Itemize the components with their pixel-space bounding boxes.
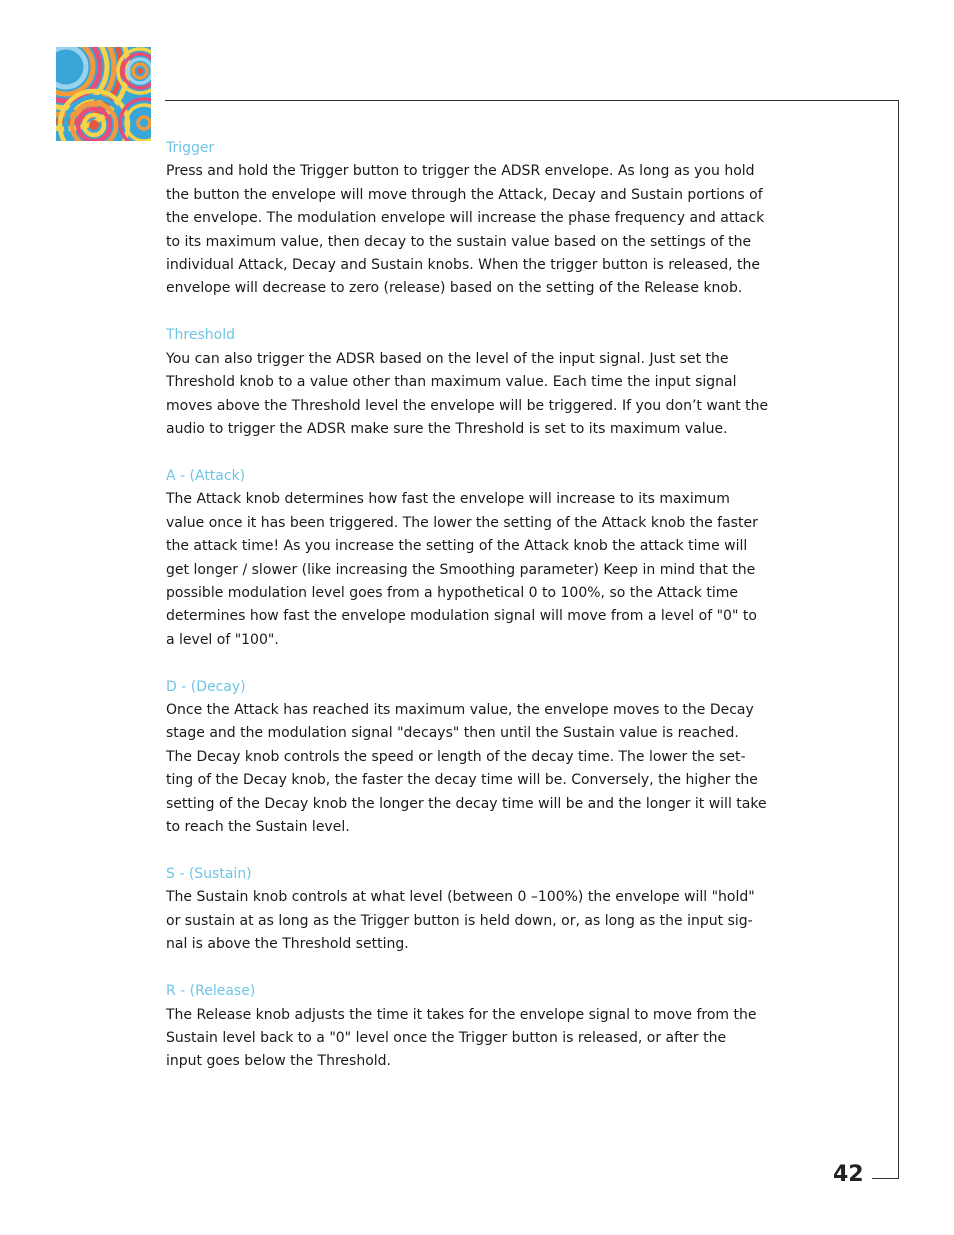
text-line: to its maximum value, then decay to the sustain value based on the settings of the (166, 233, 752, 250)
text-line: setting of the Decay knob the longer the decay time will be and the longer it will take (166, 795, 767, 812)
section-trigger (166, 137, 791, 301)
text-line: envelope will decrease to zero (release) based on the setting of the Release knob. (166, 280, 743, 297)
text-line: Sustain level back to a "0" level once the Trigger button is released, or after the (166, 1029, 727, 1046)
text-line: the envelope. The modulation envelope will increase the phase frequency and attack (166, 210, 765, 227)
page-number: 42 (833, 1162, 864, 1187)
page-content (166, 137, 791, 1097)
text-line: individual Attack, Decay and Sustain knobs. When the trigger button is released, the (166, 257, 761, 274)
text-line: value once it has been triggered. The lower the setting of the Attack knob the faster (166, 514, 758, 531)
text-line: Press and hold the Trigger button to trigger the ADSR envelope. As long as you hold (166, 163, 755, 180)
concentric-circles-logo-icon (56, 47, 151, 141)
text-line: audio to trigger the ADSR make sure the Threshold is set to its maximum value. (166, 420, 728, 437)
text-line: to reach the Sustain level. (166, 819, 350, 836)
section-heading: D - (Decay) (166, 678, 246, 695)
text-line: a level of "100". (166, 631, 279, 648)
text-line: the button the envelope will move through the Attack, Decay and Sustain portions of (166, 186, 763, 203)
text-line: moves above the Threshold level the envelope will be triggered. If you don’t want the (166, 397, 769, 414)
section-decay (166, 676, 791, 840)
text-line: ting of the Decay knob, the faster the decay time will be. Conversely, the higher the (166, 772, 758, 789)
text-line: nal is above the Threshold setting. (166, 936, 409, 953)
section-heading: A - (Attack) (166, 467, 246, 484)
section-sustain (166, 863, 791, 957)
section-paragraph (166, 699, 791, 839)
section-heading: Trigger (166, 140, 215, 156)
text-line: determines how fast the envelope modulation signal will move from a level of "0" to (166, 608, 757, 625)
section-release (166, 980, 791, 1074)
bottom-rule (872, 1178, 899, 1179)
text-line: possible modulation level goes from a hypothetical 0 to 100%, so the Attack time (166, 584, 738, 601)
top-rule (165, 100, 899, 101)
text-line: get longer / slower (like increasing the Smoothing parameter) Keep in mind that the (166, 561, 756, 578)
text-line: You can also trigger the ADSR based on the level of the input signal. Just set the (166, 350, 729, 367)
section-paragraph (166, 1004, 791, 1074)
text-line: Once the Attack has reached its maximum value, the envelope moves to the Decay (166, 702, 754, 719)
text-line: Threshold knob to a value other than maximum value. Each time the input signal (166, 374, 737, 391)
section-attack (166, 465, 791, 652)
text-line: or sustain at as long as the Trigger button is held down, or, as long as the input sig- (166, 912, 753, 929)
right-rule (898, 100, 899, 1179)
section-paragraph (166, 348, 791, 442)
section-heading: Threshold (166, 327, 235, 344)
section-paragraph (166, 488, 791, 652)
section-paragraph (166, 886, 791, 956)
section-heading: R - (Release) (166, 983, 256, 1000)
text-line: The Decay knob controls the speed or length of the decay time. The lower the set- (166, 748, 746, 765)
text-line: The Attack knob determines how fast the envelope will increase to its maximum (166, 491, 730, 508)
section-heading: S - (Sustain) (166, 865, 252, 882)
section-threshold (166, 324, 791, 441)
section-paragraph (166, 160, 791, 300)
text-line: stage and the modulation signal "decays" then until the Sustain value is reached. (166, 725, 739, 742)
text-line: input goes below the Threshold. (166, 1053, 391, 1070)
text-line: The Sustain knob controls at what level (between 0 –100%) the envelope will "hold" (166, 889, 755, 906)
text-line: The Release knob adjusts the time it takes for the envelope signal to move from the (166, 1006, 757, 1023)
text-line: the attack time! As you increase the setting of the Attack knob the attack time will (166, 538, 748, 555)
